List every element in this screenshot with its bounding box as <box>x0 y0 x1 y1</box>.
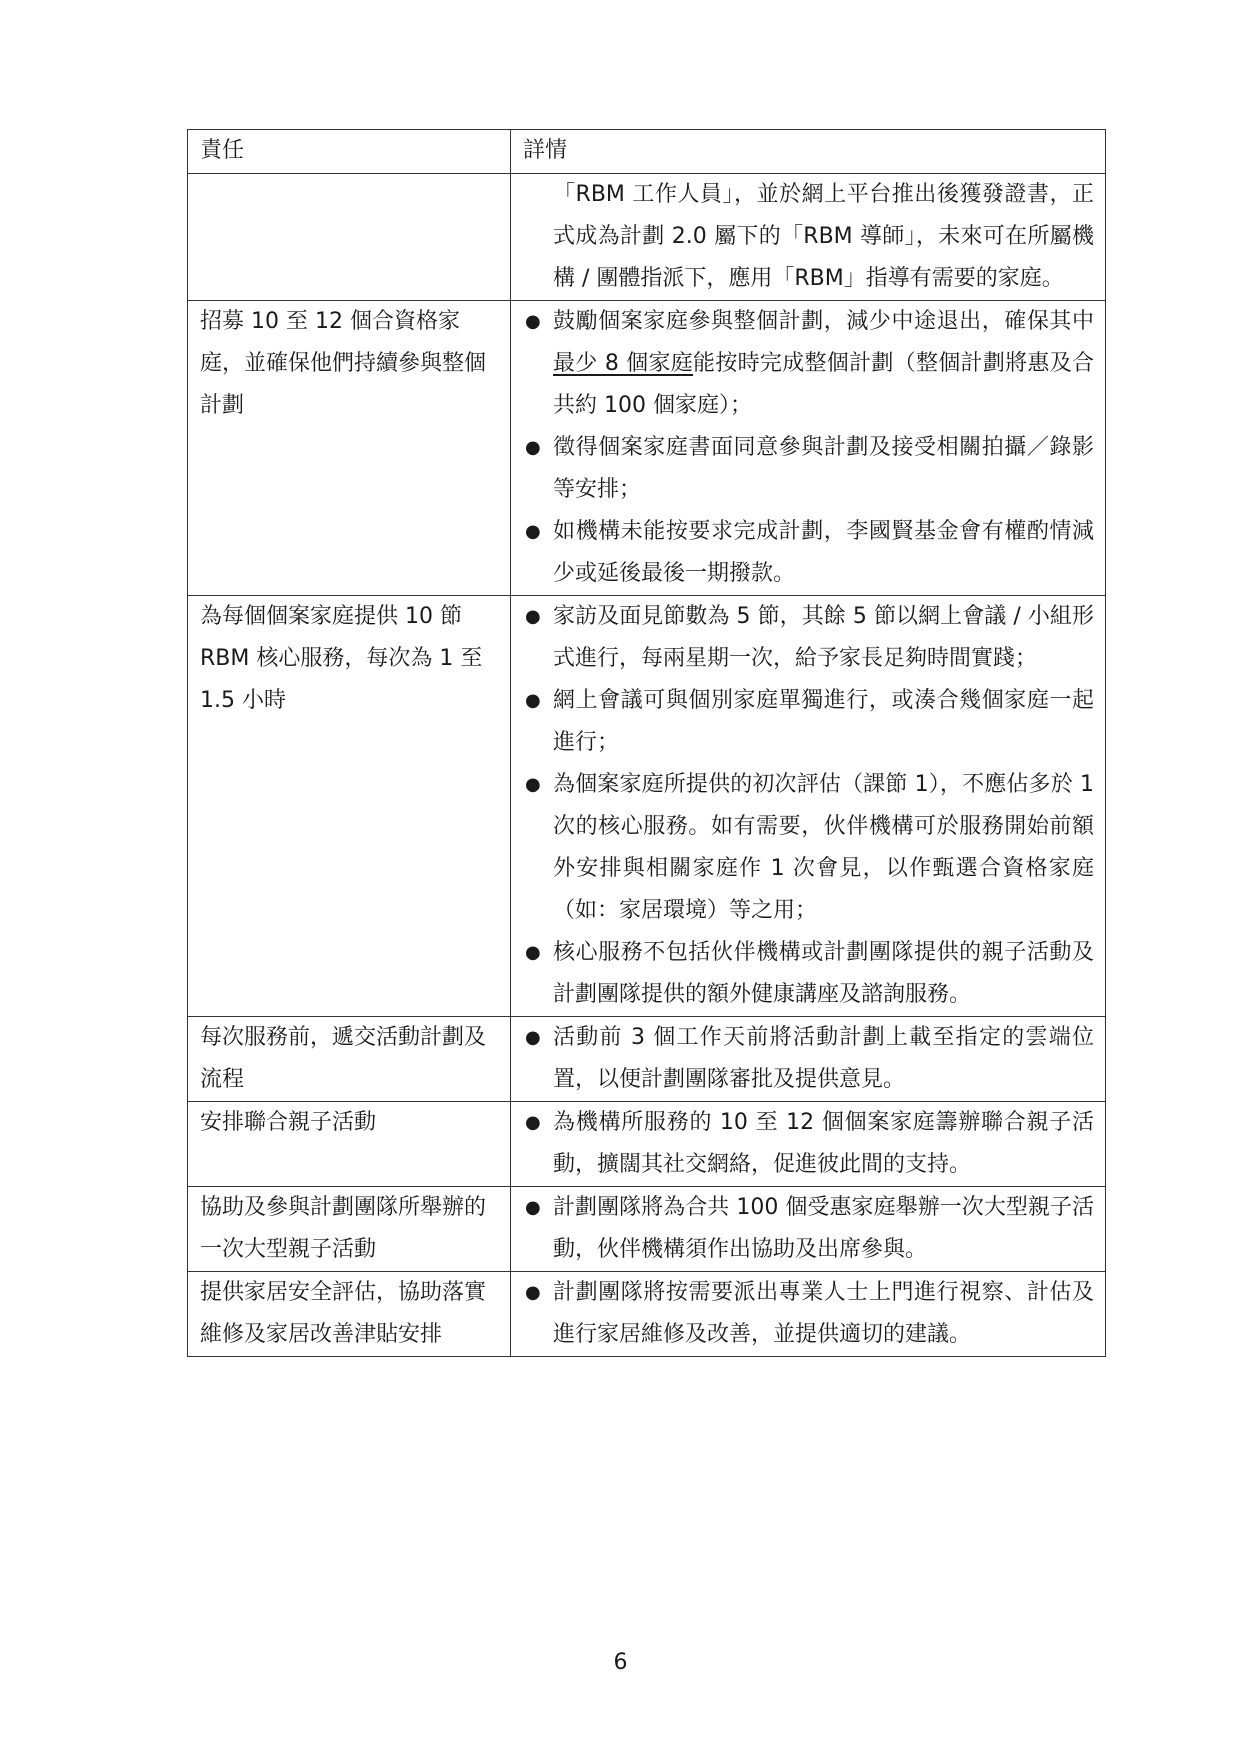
table-row <box>188 596 1106 1017</box>
details-list <box>523 1272 1094 1356</box>
continuation-details-cell <box>511 174 1106 301</box>
table-row <box>188 1017 1106 1102</box>
table-header-row <box>188 130 1106 174</box>
responsibilities-table <box>187 129 1106 1357</box>
responsibility-cell: 為每個個案家庭提供 10 節 RBM 核心服務，每次為 1 至 1.5 小時 <box>188 596 511 1017</box>
list-item: ● 計劃團隊將為合共 100 個受惠家庭舉辦一次大型親子活動，伙伴機構須作出協助及出席參與。 <box>523 1187 1094 1271</box>
bullet-icon: ● <box>525 942 541 963</box>
header-responsibility: 責任 <box>188 130 511 174</box>
table-row <box>188 301 1106 596</box>
list-item: ● 為機構所服務的 10 至 12 個個案家庭籌辦聯合親子活動，擴闊其社交網絡，促進彼此間的支持。 <box>523 1102 1094 1186</box>
bullet-icon: ● <box>525 311 541 332</box>
responsibility-cell: 招募 10 至 12 個合資格家庭，並確保他們持續參與整個計劃 <box>188 301 511 596</box>
list-item: ● 鼓勵個案家庭參與整個計劃，減少中途退出，確保其中最少 8 個家庭能按時完成整個計劃（整個計劃將惠及合共約 100 個家庭）； <box>523 301 1094 427</box>
table-row-continuation <box>188 174 1106 301</box>
bullet-icon: ● <box>525 1282 541 1303</box>
details-cell <box>511 1017 1106 1102</box>
table-row <box>188 1187 1106 1272</box>
details-cell <box>511 301 1106 596</box>
responsibility-cell: 協助及參與計劃團隊所舉辦的一次大型親子活動 <box>188 1187 511 1272</box>
bullet-icon: ● <box>525 774 541 795</box>
list-item: ● 網上會議可與個別家庭單獨進行，或湊合幾個家庭一起進行； <box>523 680 1094 764</box>
table-row <box>188 1272 1106 1357</box>
responsibility-cell: 每次服務前，遞交活動計劃及流程 <box>188 1017 511 1102</box>
bullet-icon: ● <box>525 437 541 458</box>
details-list <box>523 1102 1094 1186</box>
page-number: 6 <box>613 1650 628 1675</box>
continuation-responsibility-cell <box>188 174 511 301</box>
responsibility-cell: 提供家居安全評估，協助落實維修及家居改善津貼安排 <box>188 1272 511 1357</box>
list-item: ● 為個案家庭所提供的初次評估（課節 1），不應佔多於 1 次的核心服務。如有需要，伙伴機構可於服務開始前額外安排與相關家庭作 1 次會見，以作甄選合資格家庭（如：家居環境）等之用； <box>523 764 1094 932</box>
bullet-icon: ● <box>525 1197 541 1218</box>
details-cell <box>511 596 1106 1017</box>
details-list <box>523 301 1094 595</box>
details-list <box>523 1017 1094 1101</box>
bullet-icon: ● <box>525 690 541 711</box>
responsibility-cell: 安排聯合親子活動 <box>188 1102 511 1187</box>
bullet-icon: ● <box>525 1027 541 1048</box>
details-cell <box>511 1187 1106 1272</box>
list-item: ● 計劃團隊將按需要派出專業人士上門進行視察、計估及進行家居維修及改善，並提供適切的建議。 <box>523 1272 1094 1356</box>
header-details: 詳情 <box>511 130 1106 174</box>
list-item: ● 家訪及面見節數為 5 節，其餘 5 節以網上會議 / 小組形式進行，每兩星期一次，給予家長足夠時間實踐； <box>523 596 1094 680</box>
list-item: ● 如機構未能按要求完成計劃，李國賢基金會有權酌情減少或延後最後一期撥款。 <box>523 511 1094 595</box>
table-row <box>188 1102 1106 1187</box>
details-cell <box>511 1102 1106 1187</box>
continuation-text: 「RBM 工作人員」，並於網上平台推出後獲發證書，正式成為計劃 2.0 屬下的「RBM 導師」，未來可在所屬機構 / 團體指派下，應用「RBM」指導有需要的家庭。 <box>553 182 1094 291</box>
bullet-icon: ● <box>525 606 541 627</box>
underlined-text: 最少 8 個家庭 <box>553 351 694 376</box>
list-item: ● 徵得個案家庭書面同意參與計劃及接受相關拍攝／錄影等安排； <box>523 427 1094 511</box>
list-item: ● 活動前 3 個工作天前將活動計劃上載至指定的雲端位置，以便計劃團隊審批及提供意見。 <box>523 1017 1094 1101</box>
details-cell <box>511 1272 1106 1357</box>
details-list <box>523 1187 1094 1271</box>
bullet-icon: ● <box>525 1112 541 1133</box>
bullet-icon: ● <box>525 521 541 542</box>
list-item: ● 核心服務不包括伙伴機構或計劃團隊提供的親子活動及計劃團隊提供的額外健康講座及諮詢服務。 <box>523 932 1094 1016</box>
details-list <box>523 596 1094 1016</box>
